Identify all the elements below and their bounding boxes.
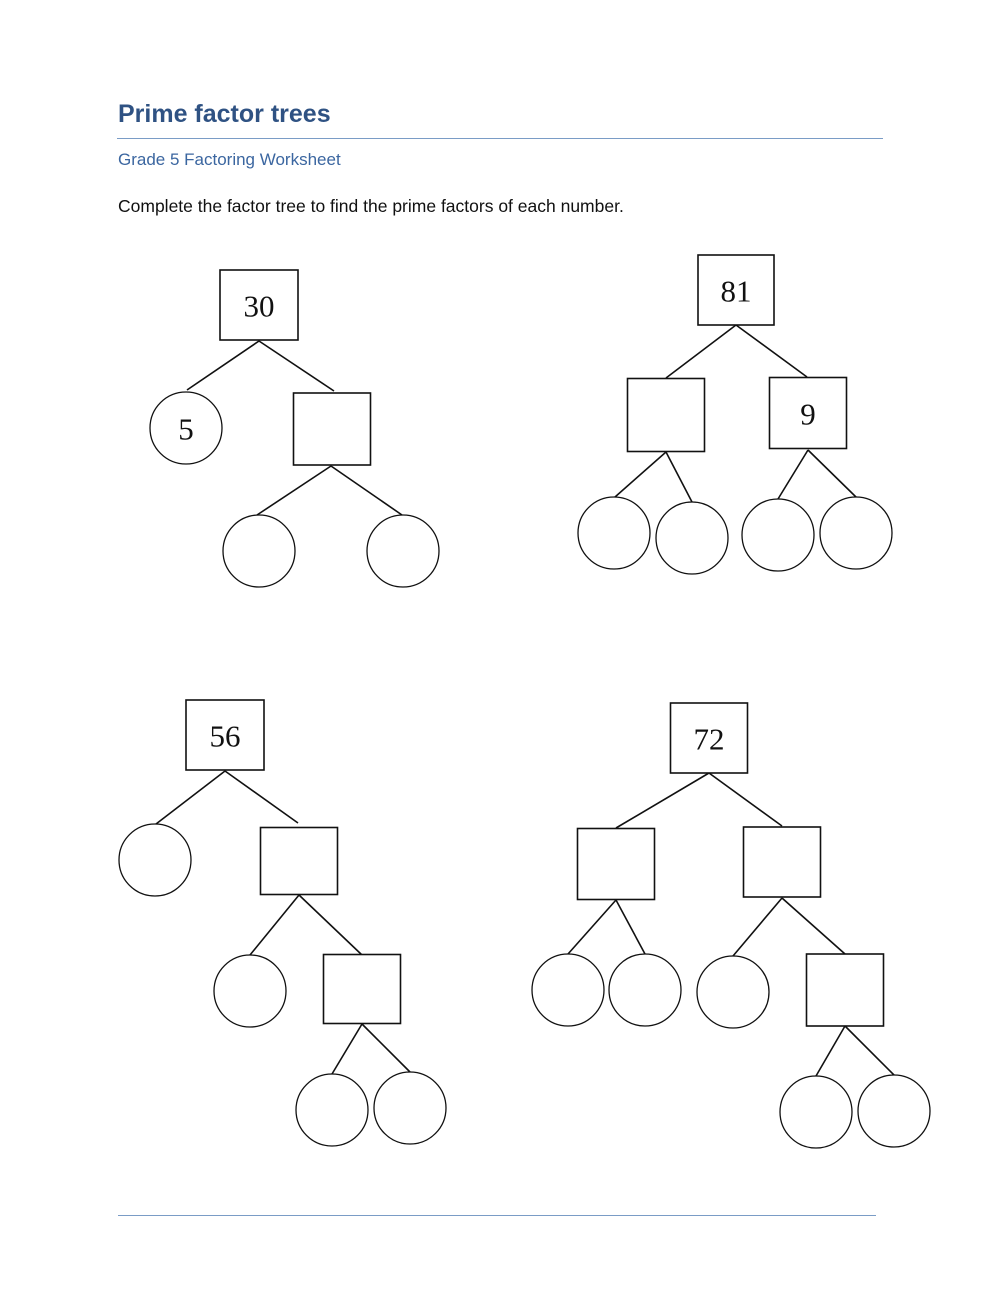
prime-factor-circle	[532, 954, 604, 1026]
composite-factor-box	[578, 829, 655, 900]
tree-branch	[615, 452, 666, 497]
composite-factor-box	[628, 379, 705, 452]
tree-branch	[616, 900, 645, 954]
tree-branch	[257, 466, 331, 515]
tree-branch	[362, 1024, 410, 1072]
tree-branch	[332, 1024, 362, 1074]
tree-branch	[736, 325, 807, 377]
factor-label: 30	[243, 288, 275, 324]
composite-factor-box	[324, 955, 401, 1024]
prime-factor-circle	[858, 1075, 930, 1147]
prime-factor-circle	[367, 515, 439, 587]
factor-label: 81	[720, 273, 752, 309]
tree-branch	[782, 898, 845, 954]
prime-factor-circle	[296, 1074, 368, 1146]
prime-factor-circle	[609, 954, 681, 1026]
tree-branch	[666, 325, 736, 378]
tree-branch	[616, 773, 709, 828]
tree-branch	[845, 1026, 894, 1075]
prime-factor-circle	[119, 824, 191, 896]
composite-factor-box	[807, 954, 884, 1026]
factor-label: 5	[178, 411, 194, 447]
tree-branch	[259, 341, 334, 391]
factor-label: 72	[693, 721, 725, 757]
composite-factor-box	[294, 393, 371, 465]
page-title: Prime factor trees	[118, 100, 331, 128]
composite-factor-box	[744, 827, 821, 897]
tree-branch	[187, 341, 259, 390]
prime-factor-circle	[656, 502, 728, 574]
factor-tree-56	[119, 700, 446, 1146]
footer-divider	[118, 1215, 876, 1216]
tree-branch	[778, 450, 808, 499]
factor-tree-30	[150, 270, 439, 587]
tree-branch	[733, 898, 782, 956]
factor-label: 56	[209, 718, 241, 754]
prime-factor-circle	[820, 497, 892, 569]
prime-factor-circle	[214, 955, 286, 1027]
factor-tree-81	[578, 255, 892, 574]
tree-branch	[808, 450, 856, 497]
instruction-text: Complete the factor tree to find the prime factors of each number.	[118, 196, 624, 216]
prime-factor-circle	[374, 1072, 446, 1144]
prime-factor-circle	[742, 499, 814, 571]
tree-branch	[816, 1026, 845, 1076]
factor-tree-72	[532, 703, 930, 1148]
prime-factor-circle	[223, 515, 295, 587]
composite-factor-box	[261, 828, 338, 895]
prime-factor-circle	[578, 497, 650, 569]
factor-label: 9	[800, 396, 816, 432]
tree-branch	[225, 771, 298, 823]
page-subtitle: Grade 5 Factoring Worksheet	[118, 150, 341, 169]
tree-branch	[568, 900, 616, 954]
tree-branch	[666, 452, 692, 502]
tree-branch	[156, 771, 225, 824]
tree-branch	[709, 773, 782, 826]
tree-branch	[250, 895, 299, 955]
tree-branch	[331, 466, 402, 515]
prime-factor-circle	[780, 1076, 852, 1148]
tree-branch	[299, 895, 362, 955]
prime-factor-circle	[697, 956, 769, 1028]
